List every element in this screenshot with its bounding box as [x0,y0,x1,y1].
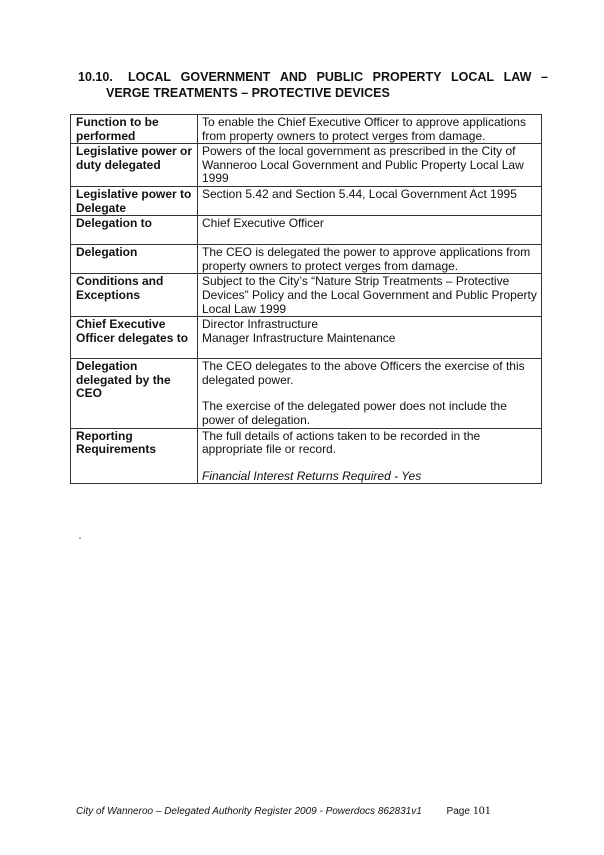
value-paragraph: The CEO delegates to the above Officers the exercise of this delegated power. [202,359,525,387]
heading-line-1 [78,69,548,85]
row-value [198,317,542,359]
table-row [71,186,542,215]
value-paragraph: Director Infrastructure Manager Infrastructure Maintenance [202,317,396,345]
value-paragraph: The exercise of the delegated power does not include the power of delegation. [202,399,507,427]
row-label: Legislative power or duty delegated [71,144,198,187]
table-row [71,359,542,428]
row-label: Conditions and Exceptions [71,274,198,317]
heading-word: LAW [503,70,532,84]
row-label: Delegation delegated by the CEO [71,359,198,428]
heading-word: AND [279,70,307,84]
page-footer [76,803,546,818]
table-row [71,216,542,245]
page-label: Page [446,806,470,817]
table-row [71,245,542,274]
delegation-table [70,114,542,484]
value-paragraph: Powers of the local government as prescribed in the City of Wanneroo Local Government and Public Property Local Law 1999 [202,144,524,186]
row-value [198,274,542,317]
table-row [71,274,542,317]
row-value [198,216,542,245]
row-label: Reporting Requirements [71,428,198,484]
table-row [71,144,542,187]
heading-word: PUBLIC [316,70,364,84]
value-paragraph: Section 5.42 and Section 5.44, Local Government Act 1995 [202,186,517,201]
section-heading [78,69,548,101]
value-paragraph: Subject to the City’s “Nature Strip Treatments – Protective Devices” Policy and the Local Government and Public Property Local Law 1999 [202,274,537,316]
table-row [71,317,542,359]
heading-word: LOCAL [451,70,495,84]
value-paragraph: To enable the Chief Executive Officer to approve applications from property owners to protect verges from damage. [202,115,526,143]
row-label: Delegation [71,245,198,274]
row-value [198,245,542,274]
value-paragraph: The full details of actions taken to be recorded in the appropriate file or record. [202,428,481,457]
row-label: Function to be performed [71,115,198,144]
heading-title-line-1 [128,69,548,85]
value-paragraph: Chief Executive Officer [202,216,324,231]
row-value [198,115,542,144]
financial-interest-note: Financial Interest Returns Required - Yes [202,468,422,483]
section-number: 10.10. [78,70,113,84]
footer-text: City of Wanneroo – Delegated Authority Register 2009 - Powerdocs 862831v1 [76,806,422,817]
value-paragraph: The CEO is delegated the power to approve applications from property owners to protect verges from damage. [202,245,531,273]
scan-speck [79,537,81,539]
row-value [198,359,542,428]
row-value [198,428,542,484]
heading-word: – [541,70,548,84]
row-label: Delegation to [71,216,198,245]
heading-word: GOVERNMENT [180,70,271,84]
row-label: Legislative power to Delegate [71,186,198,215]
row-value [198,144,542,187]
row-label: Chief Executive Officer delegates to [71,317,198,359]
table-row [71,428,542,484]
heading-word: LOCAL [128,70,172,84]
page-number: 101 [472,803,491,817]
heading-word: PROPERTY [372,70,442,84]
row-value [198,186,542,215]
heading-title-line-2: VERGE TREATMENTS – PROTECTIVE DEVICES [106,86,390,100]
table-row [71,115,542,144]
